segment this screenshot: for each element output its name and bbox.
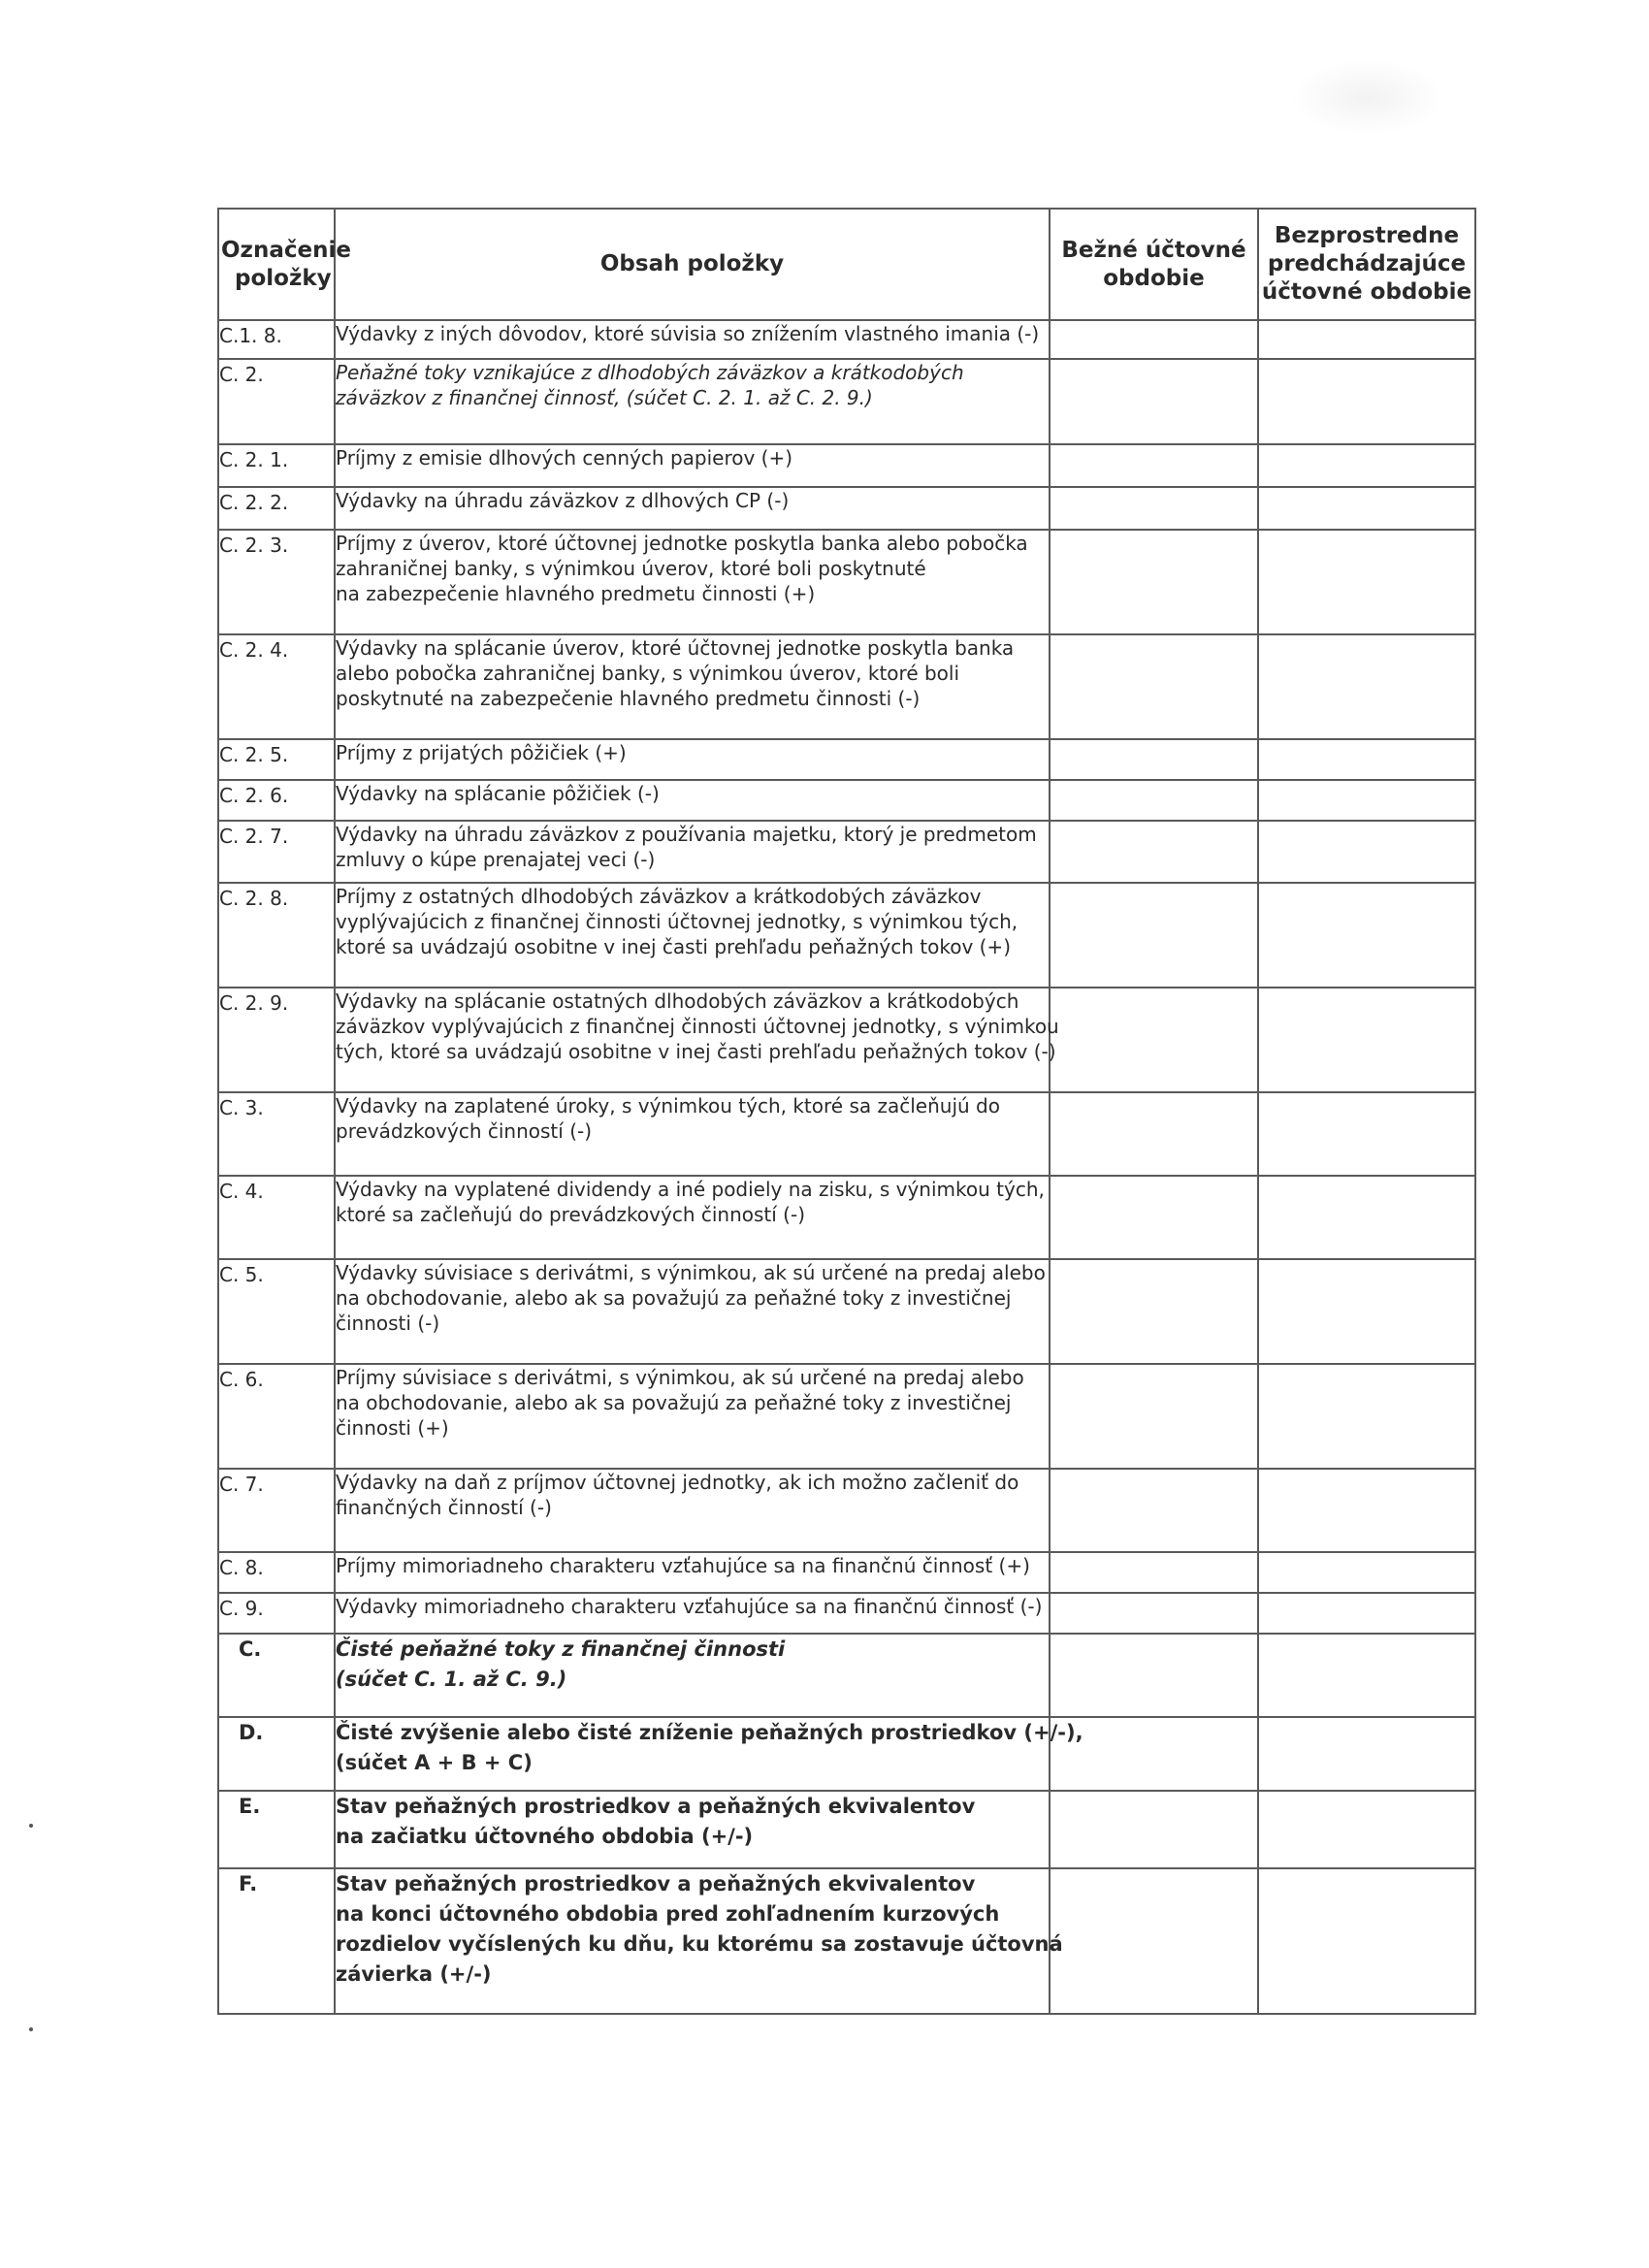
header-current-period <box>1050 209 1258 320</box>
item-code: C. 4. <box>218 1176 335 1259</box>
description-line: Výdavky na úhradu záväzkov z používania majetku, ktorý je predmetom <box>336 823 1037 846</box>
item-description <box>335 1176 1050 1259</box>
description-line: Výdavky na vyplatené dividendy a iné podiely na zisku, s výnimkou tých, <box>336 1178 1045 1201</box>
header-current-line: Bežné účtovné <box>1061 237 1246 263</box>
current-period-value[interactable] <box>1050 780 1258 821</box>
table-row <box>218 634 1475 739</box>
description-line: Príjmy z prijatých pôžičiek (+) <box>336 741 627 764</box>
description-line: Výdavky na splácanie pôžičiek (-) <box>336 782 660 805</box>
item-description <box>335 1791 1050 1868</box>
item-code: F. <box>218 1868 335 2014</box>
description-line: Výdavky mimoriadneho charakteru vzťahujúce sa na finančnú činnosť (-) <box>336 1595 1043 1618</box>
header-row <box>218 209 1475 320</box>
item-description <box>335 821 1050 883</box>
description-line: Výdavky na úhradu záväzkov z dlhových CP (-) <box>336 489 790 512</box>
description-line: finančných činností (-) <box>336 1496 552 1519</box>
current-period-value[interactable] <box>1050 988 1258 1092</box>
table-row <box>218 487 1475 530</box>
item-code: C. <box>218 1634 335 1717</box>
item-description <box>335 444 1050 487</box>
current-period-value[interactable] <box>1050 1469 1258 1552</box>
header-previous-line: predchádzajúce <box>1267 251 1467 276</box>
description-line: ktoré sa začleňujú do prevádzkových činností (-) <box>336 1203 805 1226</box>
header-code-line: položky <box>235 265 332 291</box>
previous-period-value[interactable] <box>1258 1593 1475 1634</box>
description-line: na zabezpečenie hlavného predmetu činnosti (+) <box>336 582 816 605</box>
item-code: C. 9. <box>218 1593 335 1634</box>
table-row <box>218 821 1475 883</box>
current-period-value[interactable] <box>1050 320 1258 359</box>
description-line: na začiatku účtovného obdobia (+/-) <box>336 1825 754 1848</box>
description-line: Výdavky na zaplatené úroky, s výnimkou tých, ktoré sa začleňujú do <box>336 1094 1000 1118</box>
item-code: C. 8. <box>218 1552 335 1593</box>
previous-period-value[interactable] <box>1258 1092 1475 1176</box>
previous-period-value[interactable] <box>1258 883 1475 988</box>
item-description <box>335 1634 1050 1717</box>
current-period-value[interactable] <box>1050 1868 1258 2014</box>
current-period-value[interactable] <box>1050 883 1258 988</box>
item-description <box>335 780 1050 821</box>
item-code: E. <box>218 1791 335 1868</box>
table-row <box>218 1092 1475 1176</box>
item-description <box>335 1593 1050 1634</box>
previous-period-value[interactable] <box>1258 1868 1475 2014</box>
item-description <box>335 320 1050 359</box>
table-row <box>218 530 1475 634</box>
item-description <box>335 487 1050 530</box>
current-period-value[interactable] <box>1050 1593 1258 1634</box>
header-code <box>218 209 351 320</box>
previous-period-value[interactable] <box>1258 487 1475 530</box>
item-description <box>335 1259 1050 1364</box>
scan-speck <box>29 2027 33 2031</box>
header-code-line: Označenie <box>221 237 351 263</box>
description-line: Čisté peňažné toky z finančnej činnosti <box>336 1637 786 1661</box>
table-row <box>218 1868 1475 2014</box>
current-period-value[interactable] <box>1050 1634 1258 1717</box>
previous-period-value[interactable] <box>1258 1469 1475 1552</box>
table-row <box>218 1552 1475 1593</box>
description-line: na obchodovanie, alebo ak sa považujú za peňažné toky z investičnej <box>336 1391 1012 1414</box>
table-row <box>218 1259 1475 1364</box>
description-line: Stav peňažných prostriedkov a peňažných ekvivalentov <box>336 1872 976 1895</box>
item-description <box>335 530 1050 634</box>
description-line: Príjmy mimoriadneho charakteru vzťahujúce sa na finančnú činnosť (+) <box>336 1554 1030 1577</box>
item-code: C. 2. 9. <box>218 988 335 1092</box>
item-code: C. 2. 4. <box>218 634 335 739</box>
table-row <box>218 1634 1475 1717</box>
previous-period-value[interactable] <box>1258 320 1475 359</box>
description-line: Príjmy z ostatných dlhodobých záväzkov a krátkodobých záväzkov <box>336 885 982 908</box>
table-row <box>218 883 1475 988</box>
table-row <box>218 1469 1475 1552</box>
current-period-value[interactable] <box>1050 1092 1258 1176</box>
description-line: činnosti (+) <box>336 1416 449 1440</box>
previous-period-value[interactable] <box>1258 780 1475 821</box>
item-code: C. 5. <box>218 1259 335 1364</box>
description-line: Výdavky na daň z príjmov účtovnej jednotky, ak ich možno začleniť do <box>336 1471 1019 1494</box>
description-line: Výdavky na splácanie ostatných dlhodobých záväzkov a krátkodobých <box>336 989 1019 1013</box>
description-line: zmluvy o kúpe prenajatej veci (-) <box>336 848 656 871</box>
item-description <box>335 1364 1050 1469</box>
previous-period-value[interactable] <box>1258 1634 1475 1717</box>
description-line: záväzkov z finančnej činnosť, (súčet C. 2. 1. až C. 2. 9.) <box>336 386 873 409</box>
description-line: na obchodovanie, alebo ak sa považujú za peňažné toky z investičnej <box>336 1286 1012 1310</box>
item-code: C. 6. <box>218 1364 335 1469</box>
item-description <box>335 634 1050 739</box>
previous-period-value[interactable] <box>1258 1717 1475 1791</box>
header-current-line: obdobie <box>1103 265 1205 291</box>
previous-period-value[interactable] <box>1258 1364 1475 1469</box>
description-line: Výdavky z iných dôvodov, ktoré súvisia so znížením vlastného imania (-) <box>336 322 1040 345</box>
previous-period-value[interactable] <box>1258 1176 1475 1259</box>
current-period-value[interactable] <box>1050 444 1258 487</box>
current-period-value[interactable] <box>1050 1791 1258 1868</box>
description-line: Stav peňažných prostriedkov a peňažných ekvivalentov <box>336 1795 976 1818</box>
current-period-value[interactable] <box>1050 739 1258 780</box>
table-row <box>218 444 1475 487</box>
table-row <box>218 1364 1475 1469</box>
table-row <box>218 988 1475 1092</box>
item-description <box>335 1552 1050 1593</box>
description-line: poskytnuté na zabezpečenie hlavného predmetu činnosti (-) <box>336 687 921 710</box>
description-line: tých, ktoré sa uvádzajú osobitne v inej časti prehľadu peňažných tokov (-) <box>336 1040 1056 1063</box>
description-line: činnosti (-) <box>336 1312 440 1335</box>
description-line: ktoré sa uvádzajú osobitne v inej časti prehľadu peňažných tokov (+) <box>336 935 1011 958</box>
header-previous-line: účtovné obdobie <box>1261 279 1472 305</box>
previous-period-value[interactable] <box>1258 1552 1475 1593</box>
item-code: C. 2. 1. <box>218 444 335 487</box>
previous-period-value[interactable] <box>1258 739 1475 780</box>
header-previous-line: Bezprostredne <box>1274 223 1460 248</box>
item-code: C. 2. 8. <box>218 883 335 988</box>
item-description <box>335 1092 1050 1176</box>
description-line: záväzkov vyplývajúcich z finančnej činnosti účtovnej jednotky, s výnimkou <box>336 1015 1059 1038</box>
current-period-value[interactable] <box>1050 821 1258 883</box>
table-row <box>218 1593 1475 1634</box>
table-row <box>218 1717 1475 1791</box>
item-description <box>335 883 1050 988</box>
table-row <box>218 320 1475 359</box>
table-row <box>218 1791 1475 1868</box>
table-row <box>218 1176 1475 1259</box>
current-period-value[interactable] <box>1050 634 1258 739</box>
description-line: Čisté zvýšenie alebo čisté zníženie peňažných prostriedkov (+/-), <box>336 1721 1083 1744</box>
previous-period-value[interactable] <box>1258 530 1475 634</box>
item-code: C. 2. 6. <box>218 780 335 821</box>
header-previous-period <box>1258 209 1475 320</box>
previous-period-value[interactable] <box>1258 359 1475 444</box>
description-line: na konci účtovného obdobia pred zohľadnením kurzových <box>336 1902 1000 1926</box>
cash-flow-table <box>217 208 1476 2015</box>
current-period-value[interactable] <box>1050 1259 1258 1364</box>
description-line: Príjmy z úverov, ktoré účtovnej jednotke poskytla banka alebo pobočka <box>336 532 1028 555</box>
item-code: C. 3. <box>218 1092 335 1176</box>
item-code: C.1. 8. <box>218 320 335 359</box>
description-line: Príjmy z emisie dlhových cenných papierov (+) <box>336 446 793 470</box>
current-period-value[interactable] <box>1050 1176 1258 1259</box>
description-line: Peňažné toky vznikajúce z dlhodobých záväzkov a krátkodobých <box>336 361 964 384</box>
item-code: C. 2. 2. <box>218 487 335 530</box>
item-code: C. 2. 3. <box>218 530 335 634</box>
description-line: (súčet C. 1. až C. 9.) <box>336 1668 567 1691</box>
current-period-value[interactable] <box>1050 530 1258 634</box>
current-period-value[interactable] <box>1050 487 1258 530</box>
item-description <box>335 1868 1063 2014</box>
description-line: rozdielov vyčíslených ku dňu, ku ktorému sa zostavuje účtovná <box>336 1932 1063 1956</box>
description-line: závierka (+/-) <box>336 1962 492 1986</box>
previous-period-value[interactable] <box>1258 821 1475 883</box>
table-row <box>218 739 1475 780</box>
previous-period-value[interactable] <box>1258 1259 1475 1364</box>
previous-period-value[interactable] <box>1258 634 1475 739</box>
table-row <box>218 780 1475 821</box>
current-period-value[interactable] <box>1050 1364 1258 1469</box>
item-code: C. 2. 5. <box>218 739 335 780</box>
item-code: D. <box>218 1717 335 1791</box>
scan-smudge <box>1290 58 1445 136</box>
scan-speck <box>29 1824 33 1828</box>
description-line: prevádzkových činností (-) <box>336 1119 593 1143</box>
header-content: Obsah položky <box>335 209 1050 320</box>
description-line: zahraničnej banky, s výnimkou úverov, ktoré boli poskytnuté <box>336 557 926 580</box>
item-description <box>335 1717 1083 1791</box>
item-code: C. 2. <box>218 359 335 444</box>
current-period-value[interactable] <box>1050 1552 1258 1593</box>
item-code: C. 7. <box>218 1469 335 1552</box>
description-line: alebo pobočka zahraničnej banky, s výnimkou úverov, ktoré boli <box>336 662 960 685</box>
item-description <box>335 739 1050 780</box>
table-row <box>218 359 1475 444</box>
current-period-value[interactable] <box>1050 359 1258 444</box>
description-line: (súčet A + B + C) <box>336 1751 533 1774</box>
previous-period-value[interactable] <box>1258 444 1475 487</box>
item-code: C. 2. 7. <box>218 821 335 883</box>
item-description <box>335 988 1059 1092</box>
description-line: Výdavky súvisiace s derivátmi, s výnimkou, ak sú určené na predaj alebo <box>336 1261 1046 1284</box>
previous-period-value[interactable] <box>1258 1791 1475 1868</box>
description-line: vyplývajúcich z finančnej činnosti účtovnej jednotky, s výnimkou tých, <box>336 910 1018 933</box>
previous-period-value[interactable] <box>1258 988 1475 1092</box>
description-line: Výdavky na splácanie úverov, ktoré účtovnej jednotke poskytla banka <box>336 636 1015 660</box>
item-description <box>335 1469 1050 1552</box>
item-description <box>335 359 1050 444</box>
description-line: Príjmy súvisiace s derivátmi, s výnimkou, ak sú určené na predaj alebo <box>336 1366 1024 1389</box>
